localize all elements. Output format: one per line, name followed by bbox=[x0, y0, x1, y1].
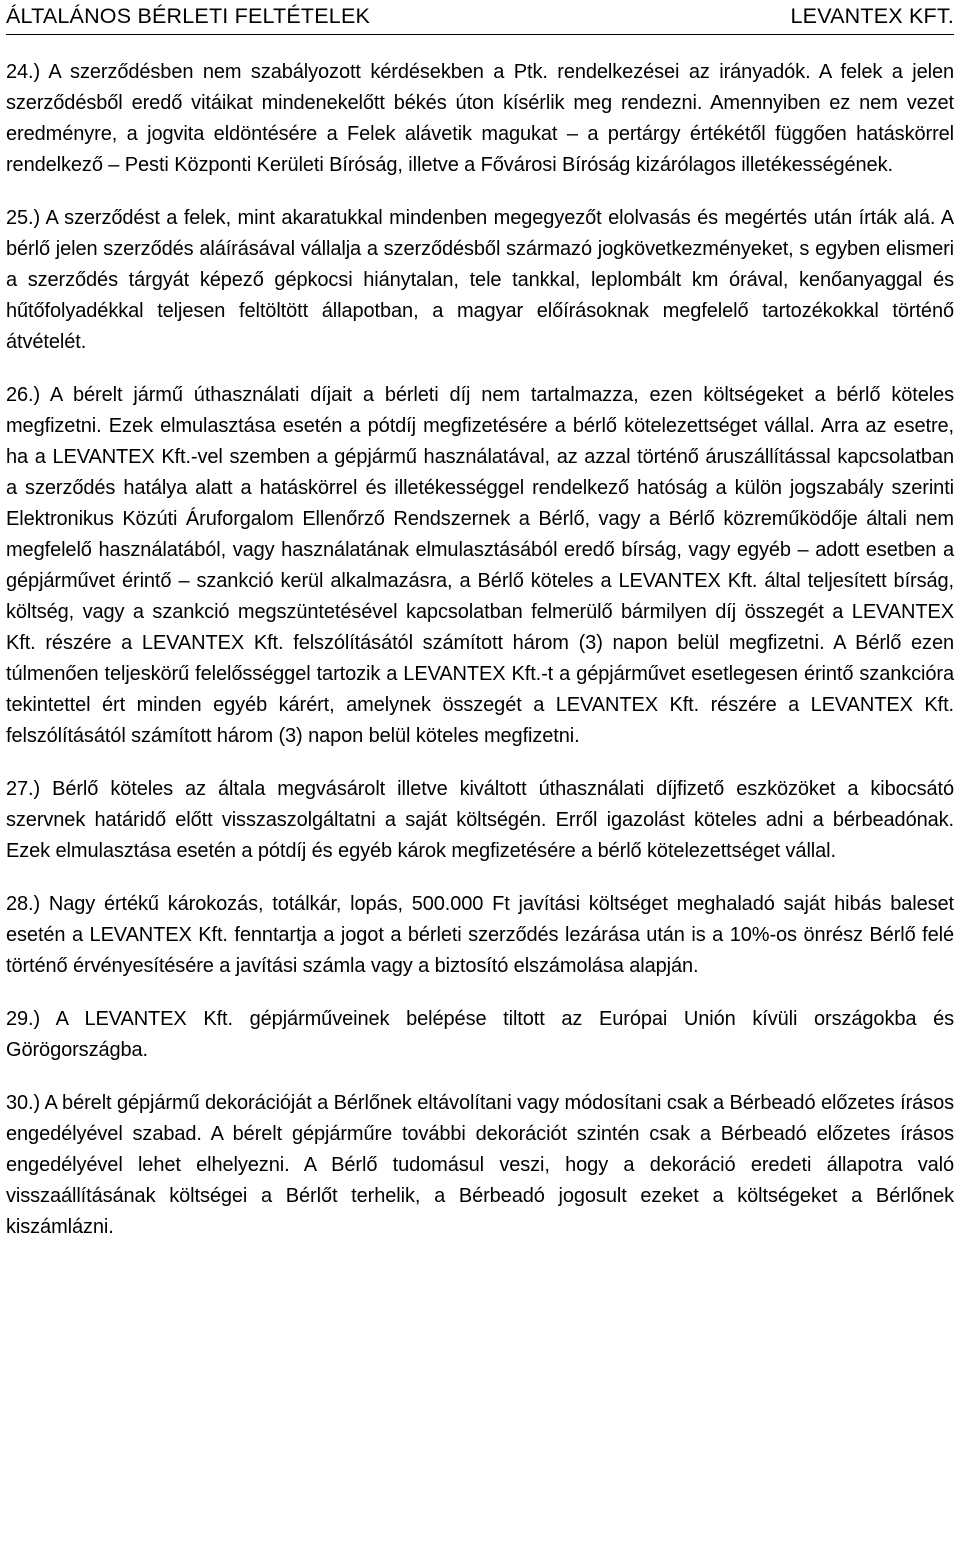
page-header bbox=[6, 0, 954, 35]
clause-28: 28.) Nagy értékű károkozás, totálkár, lopás, 500.000 Ft javítási költséget meghaladó saját hibás baleset esetén a LEVANTEX Kft. fenntartja a jogot a bérleti szerződés lezárása után is a 10%-os önrész Bérlő felé történő érvényesítésére a javítási számla vagy a biztosító elszámolása alapján. bbox=[6, 893, 954, 977]
clause-29: 29.) A LEVANTEX Kft. gépjárműveinek belépése tiltott az Európai Unión kívüli országokba és Görögországba. bbox=[6, 1008, 954, 1061]
clause-27: 27.) Bérlő köteles az általa megvásárolt illetve kiváltott úthasználati díjfizető eszközöket a kibocsátó szervnek határidő előtt visszaszolgáltatni a saját költségén. Erről igazolást köteles adni a bérbeadónak. Ezek elmulasztása esetén a pótdíj és egyéb károk megfizetésére a bérlő kötelezettséget vállal. bbox=[6, 778, 954, 862]
clause-24: 24.) A szerződésben nem szabályozott kérdésekben a Ptk. rendelkezései az irányadók. A felek a jelen szerződésből eredő vitáikat mindenekelőtt békés úton kísérlik meg rendezni. Amennyiben ez nem vezet eredményre, a jogvita eldöntésére a Felek alávetik magukat – a pertárgy értékétől függően hatáskörrel rendelkező – Pesti Központi Kerületi Bíróság, illetve a Fővárosi Bíróság kizárólagos illetékességének. bbox=[6, 61, 954, 176]
clause-25: 25.) A szerződést a felek, mint akaratukkal mindenben megegyezőt elolvasás és megértés után írták alá. A bérlő jelen szerződés aláírásával vállalja a szerződésből származó jogkövetkezményeket, s egyben elismeri a szerződés tárgyát képező gépkocsi hiánytalan, tele tankkal, leplombált km órával, kenőanyaggal és hűtőfolyadékkal teljesen feltöltött állapotban, a magyar előírásoknak megfelelő tartozékokkal történő átvételét. bbox=[6, 207, 954, 353]
clause-30: 30.) A bérelt gépjármű dekorációját a Bérlőnek eltávolítani vagy módosítani csak a Bérbeadó előzetes írásos engedélyével szabad. A bérelt gépjárműre további dekorációt szintén csak a Bérbeadó előzetes írásos engedélyével lehet elhelyezni. A Bérlő tudomásul veszi, hogy a dekoráció eredeti állapotra való visszaállításának költségei a Bérlőt terhelik, a Bérbeadó jogosult ezeket a költségeket a Bérlőnek kiszámlázni. bbox=[6, 1092, 954, 1238]
document-title: ÁLTALÁNOS BÉRLETI FELTÉTELEK bbox=[6, 4, 371, 28]
company-name: LEVANTEX KFT. bbox=[790, 4, 954, 28]
clause-26: 26.) A bérelt jármű úthasználati díjait a bérleti díj nem tartalmazza, ezen költségeket a bérlő köteles megfizetni. Ezek elmulasztása esetén a pótdíj megfizetésére a bérlő kötelezettséget vállal. Arra az esetre, ha a LEVANTEX Kft.-vel szemben a gépjármű használatával, az azzal történő áruszállítással kapcsolatban a szerződés hatálya alatt a hatáskörrel és illetékességgel rendelkező hatóság a külön jogszabály szerinti Elektronikus Közúti Áruforgalom Ellenőrző Rendszernek a Bérlő, vagy a Bérlő közreműködője általi nem megfelelő használatából, vagy használatának elmulasztásából eredő bírság, vagy egyéb – adott esetben a gépjárművet érintő – szankció kerül alkalmazásra, a Bérlő köteles a LEVANTEX Kft. által teljesített bírság, költség, vagy a szankció megszüntetésével kapcsolatban felmerülő bármilyen díj összegét a LEVANTEX Kft. részére a LEVANTEX Kft. felszólításától számított három (3) napon belül megfizetni. A Bérlő ezen túlmenően teljeskörű felelősséggel tartozik a LEVANTEX Kft.-t a gépjárművet esetlegesen érintő szankcióra tekintettel ért minden egyéb kárért, amelynek összegét a LEVANTEX Kft. részére a LEVANTEX Kft. felszólításától számított három (3) napon belül köteles megfizetni. bbox=[6, 384, 954, 747]
document-body bbox=[6, 57, 954, 1265]
